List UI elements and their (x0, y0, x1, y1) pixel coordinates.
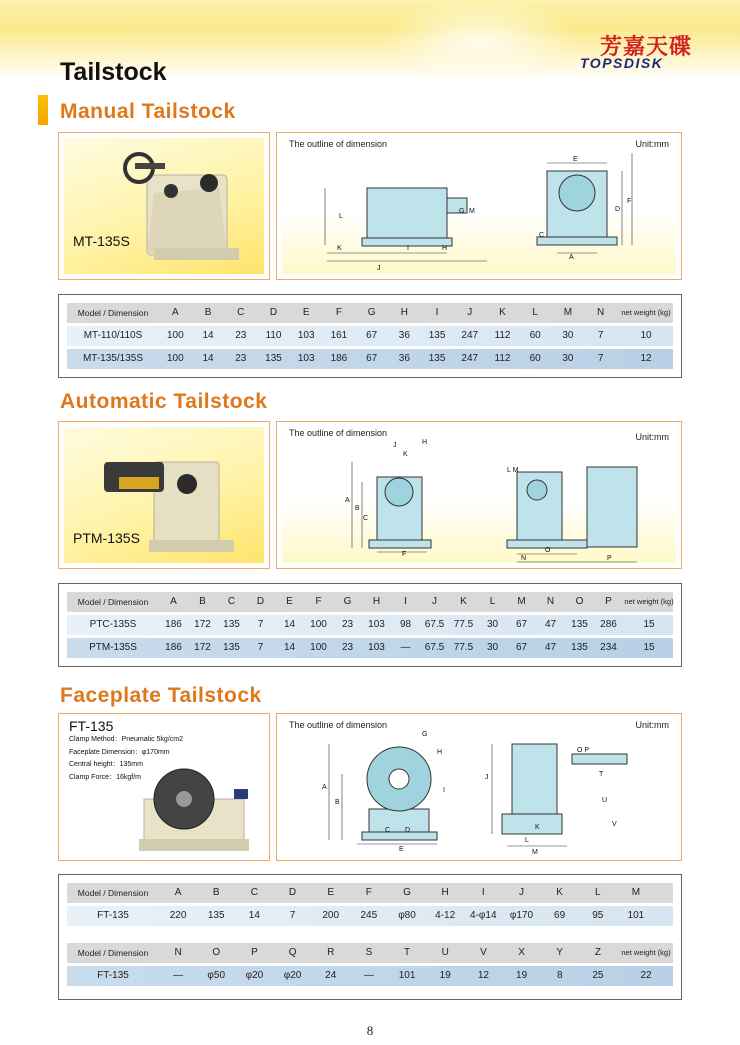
table-cell: 103 (368, 642, 385, 653)
svg-text:V: V (612, 821, 617, 828)
table-cell: net weight (kg) (621, 948, 671, 957)
table-cell: D (269, 307, 278, 318)
table-cell: L (532, 307, 538, 318)
table-cell: F (335, 307, 342, 318)
svg-text:L: L (525, 837, 529, 844)
svg-text:M: M (469, 208, 475, 215)
table-cell: 23 (341, 642, 354, 653)
table-cell: K (499, 307, 506, 318)
table-cell-model: FT-135 (97, 910, 129, 921)
table-cell: 7 (597, 330, 604, 341)
svg-text:K: K (337, 245, 342, 252)
table-cell: O (575, 596, 584, 607)
svg-text:L M: L M (507, 467, 519, 474)
table-cell: — (400, 642, 411, 653)
table-cell: 47 (544, 619, 557, 630)
table-cell: M (563, 307, 573, 318)
table-cell: 234 (600, 642, 617, 653)
table-cell (655, 883, 675, 903)
table-cell: K (556, 887, 563, 898)
table-cell: 60 (529, 330, 541, 341)
table-cell: 14 (283, 642, 296, 653)
automatic-tailstock-photo (59, 422, 269, 568)
table-cell: 60 (529, 353, 541, 364)
table-cell: A (170, 596, 177, 607)
table-cell: 7 (257, 642, 264, 653)
table-cell: 67.5 (424, 642, 445, 653)
table-cell: L (594, 887, 601, 898)
svg-text:F: F (402, 551, 407, 558)
table-cell: H (400, 307, 408, 318)
svg-text:A: A (569, 254, 574, 261)
table-cell: E (327, 887, 335, 898)
table-cell: X (518, 947, 525, 958)
table-cell: 14 (202, 330, 214, 341)
faceplate-dimension-drawing (277, 714, 681, 860)
table-cell: D (288, 887, 297, 898)
table-cell: 172 (194, 619, 211, 630)
table-cell: F (315, 596, 322, 607)
table-cell: C (237, 307, 245, 318)
table-cell: 14 (248, 910, 260, 921)
svg-text:H: H (437, 749, 443, 756)
table-row (67, 638, 673, 658)
table-cell: net weight (kg) (621, 308, 671, 317)
table-cell: 14 (283, 619, 296, 630)
automatic-photo-panel (58, 421, 270, 569)
table-cell: 36 (398, 330, 410, 341)
table-cell: G (343, 596, 352, 607)
table-cell: 4-12 (435, 910, 456, 921)
table-row (67, 326, 673, 346)
section-title-automatic: Automatic Tailstock (60, 390, 268, 413)
table-cell: 98 (399, 619, 412, 630)
table-cell: 15 (643, 619, 655, 630)
table-cell: Y (556, 947, 564, 958)
faceplate-spec-table (58, 874, 682, 1000)
table-cell: M (631, 887, 641, 898)
table-cell: R (327, 947, 335, 958)
table-cell: 112 (494, 330, 511, 341)
table-cell: E (302, 307, 310, 318)
table-cell-model: Model / Dimension (77, 597, 149, 607)
table-cell-model: MT-110/110S (83, 330, 143, 341)
table-cell: M (517, 596, 526, 607)
table-cell: G (367, 307, 376, 318)
table-cell: 25 (592, 970, 604, 981)
svg-text:E: E (573, 156, 578, 163)
table-cell: 172 (194, 642, 211, 653)
table-cell-model: Model / Dimension (77, 888, 149, 898)
table-cell: 245 (360, 910, 378, 921)
table-cell: T (404, 947, 411, 958)
table-cell: 7 (289, 910, 296, 921)
faceplate-diagram-unit: Unit:mm (635, 720, 669, 730)
table-cell: 161 (330, 330, 348, 341)
manual-spec-table (58, 294, 682, 378)
table-cell-model: PTM-135S (89, 642, 137, 653)
manual-model-label: MT-135S (73, 233, 130, 249)
table-cell: 77.5 (453, 619, 474, 630)
table-cell: 12 (477, 970, 489, 981)
table-header-row (67, 883, 673, 903)
table-cell: 15 (643, 642, 655, 653)
table-cell: 30 (486, 642, 499, 653)
table-cell: 100 (310, 642, 327, 653)
table-cell: N (597, 307, 605, 318)
table-cell: 7 (257, 619, 264, 630)
table-cell-model: Model / Dimension (77, 948, 149, 958)
svg-text:H: H (422, 439, 428, 446)
table-cell-model: FT-135 (97, 970, 129, 981)
table-cell: 286 (600, 619, 617, 630)
table-cell: 100 (167, 353, 184, 364)
table-cell: P (605, 596, 612, 607)
faceplate-tailstock-photo (59, 714, 269, 860)
svg-text:N: N (521, 555, 527, 562)
manual-tailstock-photo (59, 133, 269, 279)
table-cell: 101 (398, 970, 416, 981)
automatic-spec-table (58, 583, 682, 667)
table-cell: B (199, 596, 206, 607)
automatic-diagram-title: The outline of dimension (289, 428, 388, 438)
table-header-row (67, 592, 673, 612)
table-row (67, 906, 673, 926)
table-cell: I (404, 596, 407, 607)
table-cell: 19 (516, 970, 528, 981)
table-cell: 23 (341, 619, 354, 630)
manual-photo-panel (58, 132, 270, 280)
table-header-row (67, 303, 673, 323)
table-cell: 135 (571, 642, 588, 653)
faceplate-spec-central-height: Central height：135mm (69, 761, 143, 768)
table-cell: 23 (235, 353, 247, 364)
table-cell: 19 (439, 970, 451, 981)
table-cell: 67 (366, 353, 378, 364)
table-cell: N (174, 947, 182, 958)
table-cell: 100 (310, 619, 327, 630)
faceplate-diagram-panel (276, 713, 682, 861)
table-cell: 10 (640, 330, 652, 341)
svg-text:D: D (615, 206, 621, 213)
table-cell: C (250, 887, 258, 898)
table-cell-model: PTC-135S (89, 619, 137, 630)
table-cell: H (372, 596, 381, 607)
table-cell: V (480, 947, 487, 958)
table-row (67, 966, 673, 986)
table-cell: 186 (165, 619, 182, 630)
svg-text:O: O (545, 547, 551, 554)
manual-diagram-unit: Unit:mm (635, 139, 669, 149)
table-row (67, 615, 673, 635)
table-cell: C (227, 596, 236, 607)
table-cell: 103 (297, 353, 315, 364)
table-cell: φ170 (509, 910, 534, 921)
table-cell: 95 (592, 910, 604, 921)
faceplate-diagram-title: The outline of dimension (289, 720, 388, 730)
table-cell: 30 (562, 353, 574, 364)
table-cell: U (441, 947, 449, 958)
svg-text:J: J (485, 774, 489, 781)
table-cell: φ80 (398, 910, 416, 921)
table-cell: 135 (265, 353, 282, 364)
svg-text:F: F (627, 198, 632, 205)
table-cell: P (251, 947, 258, 958)
table-cell-model: Model / Dimension (77, 308, 149, 318)
table-cell: 135 (571, 619, 588, 630)
table-cell: N (546, 596, 555, 607)
table-cell: 186 (330, 353, 348, 364)
svg-text:A: A (345, 497, 350, 504)
svg-text:I: I (407, 245, 409, 252)
table-cell: 103 (368, 619, 385, 630)
manual-dimension-drawing (277, 133, 681, 279)
table-cell: S (365, 947, 373, 958)
table-cell: 100 (167, 330, 184, 341)
table-cell: J (518, 887, 524, 898)
faceplate-spec-faceplate-dimension: Faceplate Dimension：φ170mm (69, 748, 170, 756)
table-cell: J (432, 596, 437, 607)
svg-text:U: U (602, 797, 608, 804)
section-title-manual: Manual Tailstock (60, 100, 236, 123)
table-cell: 135 (223, 642, 240, 653)
svg-text:C: C (385, 827, 391, 834)
svg-text:C: C (363, 515, 369, 522)
svg-text:G: G (422, 731, 428, 738)
table-cell: J (467, 307, 473, 318)
table-cell: 247 (461, 353, 479, 364)
svg-text:E: E (399, 846, 404, 853)
table-cell: — (363, 970, 374, 981)
table-cell: φ20 (283, 970, 302, 981)
table-cell: 30 (486, 619, 499, 630)
table-cell: 247 (461, 330, 479, 341)
table-cell: H (441, 887, 449, 898)
table-cell: F (365, 887, 372, 898)
automatic-diagram-unit: Unit:mm (635, 432, 669, 442)
table-cell: 200 (322, 910, 340, 921)
table-cell: 69 (554, 910, 566, 921)
table-cell: 67 (515, 642, 528, 653)
table-cell: φ20 (245, 970, 264, 981)
table-cell-model: MT-135/135S (82, 353, 144, 364)
svg-text:K: K (535, 824, 540, 831)
table-cell: D (256, 596, 265, 607)
svg-text:K: K (403, 451, 408, 458)
automatic-diagram-panel (276, 421, 682, 569)
table-cell: 8 (556, 970, 563, 981)
table-cell: 30 (562, 330, 574, 341)
svg-text:T: T (599, 771, 604, 778)
svg-text:B: B (355, 505, 360, 512)
section-marker (38, 95, 48, 125)
table-cell (655, 906, 675, 926)
table-cell: 24 (325, 970, 337, 981)
svg-text:J: J (393, 442, 397, 449)
table-cell: O (212, 947, 221, 958)
table-cell: 101 (627, 910, 645, 921)
section-title-faceplate: Faceplate Tailstock (60, 684, 262, 707)
table-header-row (67, 943, 673, 963)
svg-text:O P: O P (577, 747, 590, 754)
brand-logo-english: TOPSDISK (580, 55, 664, 71)
svg-text:H: H (442, 245, 448, 252)
table-cell: 47 (544, 642, 557, 653)
svg-text:I: I (443, 787, 445, 794)
table-cell: 23 (235, 330, 247, 341)
page-title: Tailstock (60, 58, 167, 86)
table-cell: 7 (597, 353, 604, 364)
table-cell: 220 (169, 910, 187, 921)
table-cell: B (212, 887, 220, 898)
table-cell: 67 (515, 619, 528, 630)
table-cell: A (172, 307, 179, 318)
svg-text:M: M (532, 849, 538, 856)
svg-text:J: J (377, 265, 381, 272)
table-cell: 110 (265, 330, 282, 341)
svg-text:C: C (539, 232, 545, 239)
table-cell: G (403, 887, 411, 898)
svg-text:B: B (335, 799, 340, 806)
table-cell: 36 (398, 353, 410, 364)
table-row (67, 349, 673, 369)
automatic-model-label: PTM-135S (73, 530, 140, 546)
table-cell: 14 (202, 353, 214, 364)
manual-diagram-title: The outline of dimension (289, 139, 388, 149)
page-number: 8 (366, 1023, 374, 1038)
svg-text:P: P (607, 555, 612, 562)
table-cell: 186 (165, 642, 182, 653)
svg-text:A: A (322, 784, 327, 791)
table-cell: 112 (494, 353, 511, 364)
table-cell: 4-φ14 (470, 910, 497, 921)
brand-logo-chinese: 芳嘉天碟 (600, 35, 693, 60)
table-cell: 103 (297, 330, 315, 341)
table-cell: 77.5 (453, 642, 474, 653)
table-cell: net weight (kg) (624, 597, 674, 606)
table-cell: 22 (640, 970, 652, 981)
table-cell: Q (288, 947, 297, 958)
automatic-dimension-drawing (277, 422, 681, 568)
svg-text:D: D (405, 827, 411, 834)
svg-text:L: L (339, 213, 343, 220)
table-cell: I (435, 307, 439, 318)
manual-diagram-panel (276, 132, 682, 280)
table-cell: 135 (428, 330, 446, 341)
table-cell: 67.5 (424, 619, 445, 630)
table-cell: 135 (223, 619, 240, 630)
faceplate-model-label: FT-135 (69, 718, 114, 734)
table-cell: E (286, 596, 293, 607)
table-cell: 135 (207, 910, 225, 921)
faceplate-spec-clamp-force: Clamp Force：16kgf/m (69, 773, 141, 781)
table-cell: 67 (366, 330, 378, 341)
table-cell: B (204, 307, 212, 318)
table-cell: 135 (428, 353, 446, 364)
table-cell: I (481, 887, 485, 898)
faceplate-spec-clamp-method: Clamp Method：Pneumatic 5kg/cm2 (69, 736, 183, 743)
table-cell: L (489, 596, 496, 607)
table-cell: — (173, 970, 184, 981)
table-cell: K (460, 596, 467, 607)
table-cell: 12 (640, 353, 652, 364)
table-cell: φ50 (207, 970, 226, 981)
table-cell: A (174, 887, 182, 898)
svg-text:G: G (459, 208, 465, 215)
faceplate-photo-panel (58, 713, 270, 861)
table-cell: Z (594, 947, 601, 958)
